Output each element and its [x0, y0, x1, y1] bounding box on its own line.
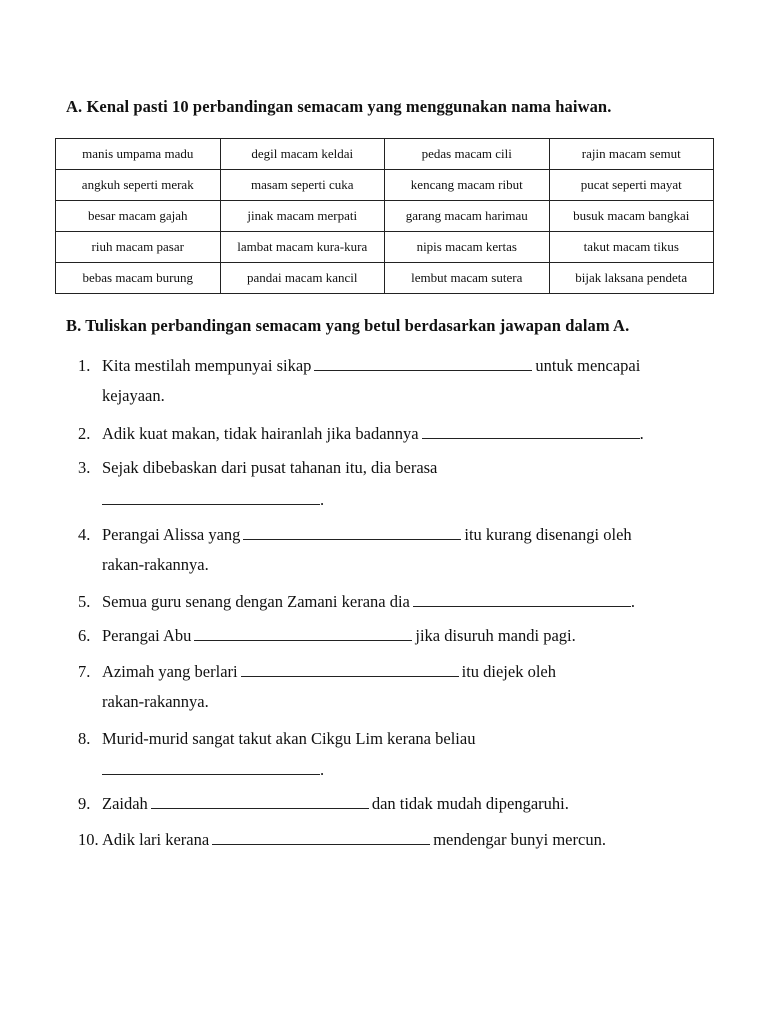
answer-blank[interactable] — [241, 660, 459, 677]
question-8 — [78, 724, 475, 754]
table-cell: angkuh seperti merak — [56, 170, 221, 201]
question-2 — [78, 419, 644, 449]
question-text-after: mendengar bunyi mercun. — [433, 830, 606, 849]
question-text: Azimah yang berlari — [102, 662, 238, 681]
question-7-continuation: rakan-rakannya. — [102, 692, 209, 711]
table-row — [56, 170, 714, 201]
question-number: 4. — [78, 525, 91, 544]
question-text: Kita mestilah mempunyai sikap — [102, 356, 312, 375]
table-row — [56, 232, 714, 263]
table-cell: pandai macam kancil — [220, 263, 385, 294]
question-text-after: itu diejek oleh — [461, 662, 557, 681]
question-number: 6. — [78, 626, 91, 645]
question-number: 5. — [78, 592, 91, 611]
question-number: 9. — [78, 794, 91, 813]
answer-blank[interactable] — [102, 488, 320, 505]
table-cell: takut macam tikus — [549, 232, 714, 263]
question-5 — [78, 587, 635, 617]
table-cell: busuk macam bangkai — [549, 201, 714, 232]
question-text-after: . — [320, 490, 325, 509]
question-text: Zaidah — [102, 794, 148, 813]
table-cell: pucat seperti mayat — [549, 170, 714, 201]
question-text: Sejak dibebaskan dari pusat tahanan itu, dia berasa — [102, 458, 438, 477]
question-number: 2. — [78, 424, 91, 443]
table-cell: jinak macam merpati — [220, 201, 385, 232]
table-cell: bebas macam burung — [56, 263, 221, 294]
answer-blank[interactable] — [422, 422, 640, 439]
question-text: Semua guru senang dengan Zamani kerana dia — [102, 592, 410, 611]
question-text: Adik lari kerana — [102, 830, 210, 849]
table-cell: lembut macam sutera — [385, 263, 550, 294]
question-10 — [78, 825, 606, 855]
question-4 — [78, 520, 632, 550]
table-row — [56, 139, 714, 170]
question-3-continuation — [102, 485, 324, 515]
question-7 — [78, 657, 556, 687]
table-cell: pedas macam cili — [385, 139, 550, 170]
table-row — [56, 201, 714, 232]
question-number: 10. — [78, 830, 99, 849]
answer-blank[interactable] — [212, 828, 430, 845]
question-6 — [78, 621, 576, 651]
table-cell: manis umpama madu — [56, 139, 221, 170]
question-text-after: . — [639, 424, 644, 443]
question-text: Perangai Abu — [102, 626, 192, 645]
answer-blank[interactable] — [413, 590, 631, 607]
question-8-continuation — [102, 755, 324, 785]
comparison-table — [55, 138, 714, 294]
question-number: 1. — [78, 356, 91, 375]
question-text: Perangai Alissa yang — [102, 525, 241, 544]
table-cell: kencang macam ribut — [385, 170, 550, 201]
question-text-after: . — [320, 760, 325, 779]
question-text-after: jika disuruh mandi pagi. — [415, 626, 576, 645]
question-text-after: untuk mencapai — [535, 356, 641, 375]
question-9 — [78, 789, 569, 819]
table-cell: nipis macam kertas — [385, 232, 550, 263]
question-text: Murid-murid sangat takut akan Cikgu Lim kerana beliau — [102, 729, 476, 748]
question-text-after: itu kurang disenangi oleh — [464, 525, 632, 544]
table-cell: masam seperti cuka — [220, 170, 385, 201]
table-cell: bijak laksana pendeta — [549, 263, 714, 294]
question-1-continuation: kejayaan. — [102, 386, 165, 405]
table-cell: riuh macam pasar — [56, 232, 221, 263]
answer-blank[interactable] — [151, 792, 369, 809]
question-4-continuation: rakan-rakannya. — [102, 555, 209, 574]
question-3 — [78, 453, 437, 483]
answer-blank[interactable] — [194, 624, 412, 641]
answer-blank[interactable] — [102, 758, 320, 775]
table-cell: garang macam harimau — [385, 201, 550, 232]
table-cell: lambat macam kura-kura — [220, 232, 385, 263]
answer-blank[interactable] — [314, 354, 532, 371]
answer-blank[interactable] — [243, 523, 461, 540]
question-number: 3. — [78, 458, 91, 477]
question-text: Adik kuat makan, tidak hairanlah jika badannya — [102, 424, 419, 443]
table-cell: besar macam gajah — [56, 201, 221, 232]
question-number: 7. — [78, 662, 91, 681]
table-cell: degil macam keldai — [220, 139, 385, 170]
table-cell: rajin macam semut — [549, 139, 714, 170]
section-a-heading: A. Kenal pasti 10 perbandingan semacam yang menggunakan nama haiwan. — [66, 97, 612, 116]
section-b-heading: B. Tuliskan perbandingan semacam yang betul berdasarkan jawapan dalam A. — [66, 316, 630, 335]
table-row — [56, 263, 714, 294]
question-text-after: dan tidak mudah dipengaruhi. — [371, 794, 569, 813]
question-1 — [78, 351, 640, 381]
question-text-after: . — [630, 592, 636, 611]
question-number: 8. — [78, 729, 91, 748]
